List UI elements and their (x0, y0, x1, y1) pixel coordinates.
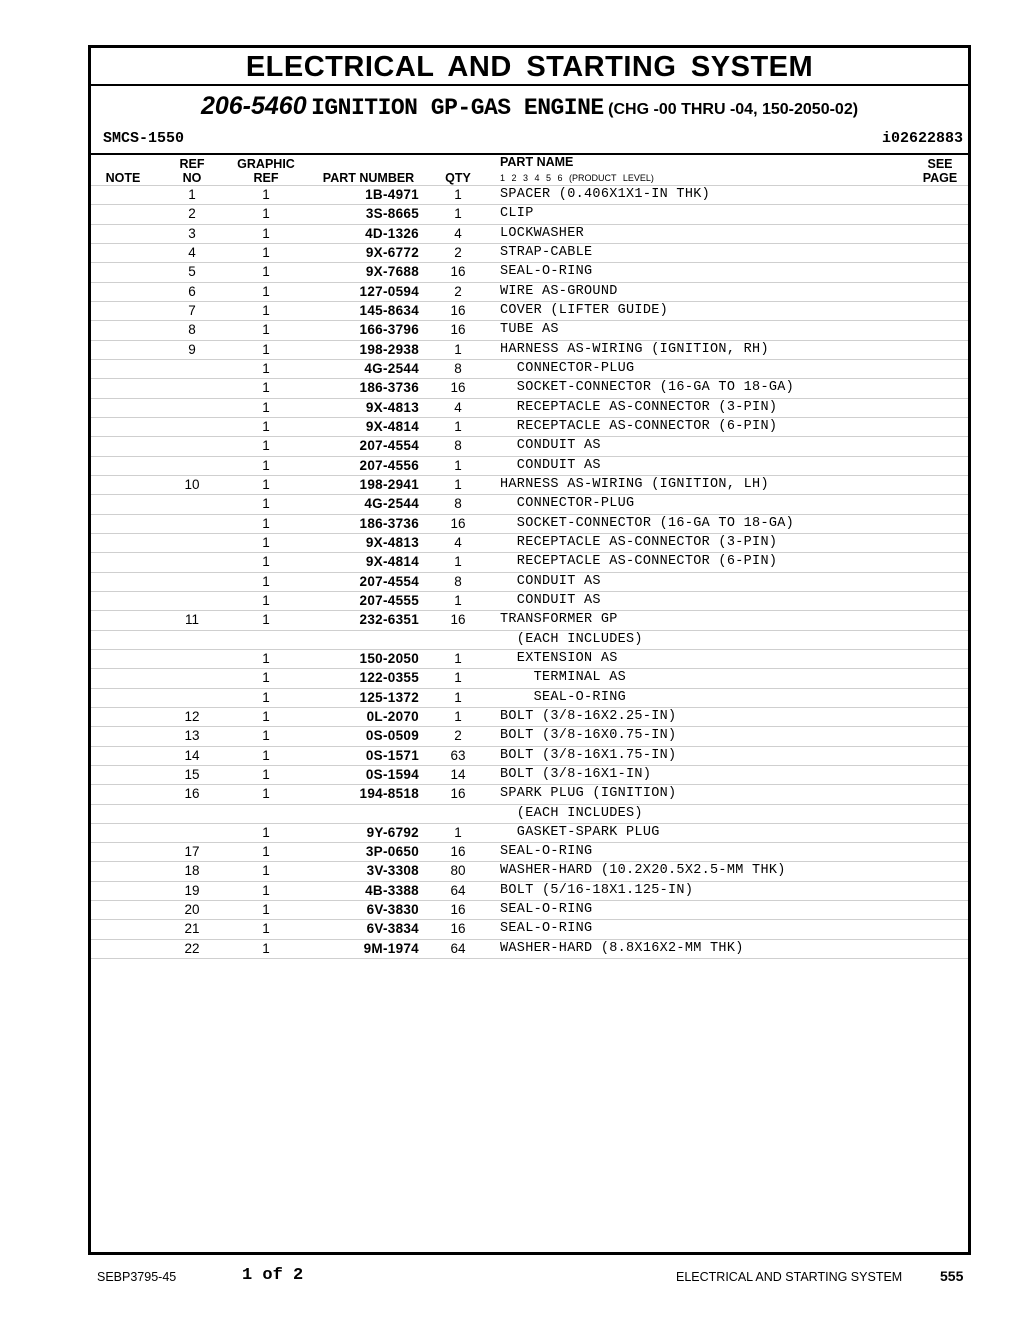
ref-no-cell: 1 (188, 187, 196, 202)
part-name-cell: RECEPTACLE AS-CONNECTOR (3-PIN) (500, 534, 778, 550)
part-name-cell: SOCKET-CONNECTOR (16-GA TO 18-GA) (500, 380, 795, 396)
part-name-cell: BOLT (3/8-16X2.25-IN) (500, 708, 677, 724)
part-name-cell: BOLT (3/8-16X1-IN) (500, 766, 652, 782)
graphic-ref-cell: 1 (262, 515, 270, 531)
qty-cell: 16 (450, 786, 466, 802)
graphic-ref-cell: 1 (262, 264, 270, 280)
qty-cell: 64 (450, 882, 466, 898)
qty-cell: 1 (454, 418, 462, 434)
part-name-cell: CONNECTOR-PLUG (500, 360, 635, 376)
part-number-cell: 207-4554 (359, 438, 419, 454)
ref-no-cell: 13 (184, 728, 200, 744)
graphic-ref-cell: 1 (262, 187, 270, 202)
table-row (91, 533, 968, 552)
col-see-top: SEE (927, 157, 953, 171)
table-row (91, 842, 968, 861)
part-number-cell: 9M-1974 (363, 940, 419, 956)
graphic-ref-cell: 1 (262, 438, 270, 454)
qty-cell: 16 (450, 264, 466, 280)
table-row (91, 668, 968, 687)
qty-cell: 8 (454, 496, 462, 512)
part-number-cell: 3V-3308 (366, 863, 419, 879)
col-ref-top: REF (179, 157, 205, 171)
part-number-cell: 166-3796 (359, 322, 419, 338)
graphic-ref-cell: 1 (262, 554, 270, 570)
part-number-cell: 1B-4971 (365, 187, 419, 202)
part-name-cell: EXTENSION AS (500, 650, 618, 666)
qty-cell: 2 (454, 244, 462, 260)
graphic-ref-cell: 1 (262, 534, 270, 550)
ref-no-cell: 7 (188, 302, 196, 318)
graphic-ref-cell: 1 (262, 747, 270, 763)
qty-cell: 1 (454, 592, 462, 608)
qty-cell: 64 (450, 940, 466, 956)
part-number-cell: 9Y-6792 (366, 824, 419, 840)
part-number-cell: 145-8634 (359, 302, 419, 318)
qty-cell: 1 (454, 650, 462, 666)
ref-no-cell: 14 (184, 747, 200, 763)
ref-no-cell: 12 (184, 708, 200, 724)
change-note: (CHG -00 THRU -04, 150-2050-02) (608, 101, 859, 118)
part-number-cell: 198-2938 (359, 341, 419, 357)
part-number-cell: 0S-1571 (365, 747, 419, 763)
part-number-cell: 125-1372 (359, 689, 419, 705)
part-number-cell: 9X-4813 (365, 399, 419, 415)
qty-cell: 4 (454, 399, 462, 415)
col-part-name: PART NAME (500, 155, 574, 169)
part-number-cell: 194-8518 (359, 786, 419, 802)
ref-no-cell: 2 (188, 206, 196, 222)
part-name-cell: STRAP-CABLE (500, 244, 593, 260)
graphic-ref-cell: 1 (262, 689, 270, 705)
parts-table (91, 185, 968, 959)
qty-cell: 16 (450, 380, 466, 396)
qty-cell: 1 (454, 206, 462, 222)
graphic-ref-cell: 1 (262, 940, 270, 956)
qty-cell: 1 (454, 476, 462, 492)
table-row (91, 262, 968, 281)
qty-cell: 1 (454, 824, 462, 840)
table-row (91, 861, 968, 880)
qty-cell: 1 (454, 457, 462, 473)
graphic-ref-cell: 1 (262, 882, 270, 898)
table-row (91, 919, 968, 938)
part-name-cell: (EACH INCLUDES) (500, 631, 643, 647)
graphic-ref-cell: 1 (262, 728, 270, 744)
graphic-ref-cell: 1 (262, 418, 270, 434)
graphic-ref-cell: 1 (262, 399, 270, 415)
ref-no-cell: 17 (184, 844, 200, 860)
qty-cell: 8 (454, 573, 462, 589)
part-name-cell: SEAL-O-RING (500, 689, 627, 705)
col-see-bottom: PAGE (922, 171, 958, 185)
graphic-ref-cell: 1 (262, 244, 270, 260)
part-name-cell: SOCKET-CONNECTOR (16-GA TO 18-GA) (500, 515, 795, 531)
qty-cell: 16 (450, 921, 466, 937)
page-title: ELECTRICAL AND STARTING SYSTEM (91, 48, 968, 86)
illustration-id: i02622883 (881, 130, 963, 147)
qty-cell: 2 (454, 728, 462, 744)
table-row (91, 804, 968, 823)
part-name-cell: CONDUIT AS (500, 573, 601, 589)
graphic-ref-cell: 1 (262, 476, 270, 492)
graphic-ref-cell: 1 (262, 650, 270, 666)
footer-page-of: 1 of 2 (242, 1266, 304, 1285)
table-row (91, 707, 968, 726)
part-number-cell: 186-3736 (359, 515, 419, 531)
ref-no-cell: 22 (184, 940, 200, 956)
qty-cell: 1 (454, 689, 462, 705)
qty-cell: 1 (454, 708, 462, 724)
ref-no-cell: 15 (184, 766, 200, 782)
graphic-ref-cell: 1 (262, 766, 270, 782)
col-graphic-bottom: REF (253, 171, 279, 185)
qty-cell: 4 (454, 534, 462, 550)
part-name-cell: WASHER-HARD (10.2X20.5X2.5-MM THK) (500, 863, 786, 879)
part-name-cell: COVER (LIFTER GUIDE) (500, 302, 669, 318)
ref-no-cell: 21 (184, 921, 200, 937)
graphic-ref-cell: 1 (262, 708, 270, 724)
graphic-ref-cell: 1 (262, 786, 270, 802)
part-number-cell: 9X-4814 (365, 554, 419, 570)
table-row (91, 552, 968, 571)
table-row (91, 243, 968, 262)
graphic-ref-cell: 1 (262, 322, 270, 338)
part-number-cell: 127-0594 (359, 283, 419, 299)
ref-no-cell: 6 (188, 283, 196, 299)
table-row (91, 900, 968, 919)
qty-cell: 1 (454, 341, 462, 357)
table-row (91, 939, 968, 959)
col-qty: QTY (445, 171, 471, 185)
part-name-cell: BOLT (5/16-18X1.125-IN) (500, 882, 694, 898)
part-number-cell: 4G-2544 (364, 360, 419, 376)
qty-cell: 1 (454, 670, 462, 686)
part-name-cell: RECEPTACLE AS-CONNECTOR (3-PIN) (500, 399, 778, 415)
part-name-cell: CONDUIT AS (500, 438, 601, 454)
part-name-cell: CONDUIT AS (500, 592, 601, 608)
qty-cell: 8 (454, 438, 462, 454)
part-name-cell: WASHER-HARD (8.8X16X2-MM THK) (500, 940, 744, 956)
part-name-cell: SEAL-O-RING (500, 921, 593, 937)
part-name-cell: SEAL-O-RING (500, 264, 593, 280)
table-row (91, 572, 968, 591)
col-part-number: PART NUMBER (322, 171, 415, 185)
qty-cell: 8 (454, 360, 462, 376)
part-number-cell: 0S-0509 (365, 728, 419, 744)
table-row (91, 185, 968, 204)
footer-section: ELECTRICAL AND STARTING SYSTEM (676, 1270, 903, 1284)
part-number-cell: 232-6351 (359, 612, 419, 628)
ref-no-cell: 9 (188, 341, 196, 357)
part-name-cell: CONDUIT AS (500, 457, 601, 473)
table-row (91, 784, 968, 803)
part-number-cell: 0L-2070 (366, 708, 419, 724)
part-number-cell: 186-3736 (359, 380, 419, 396)
graphic-ref-cell: 1 (262, 457, 270, 473)
part-name-cell: TERMINAL AS (500, 670, 627, 686)
table-row (91, 398, 968, 417)
table-row (91, 340, 968, 359)
qty-cell: 2 (454, 283, 462, 299)
part-name-cell: TRANSFORMER GP (500, 612, 618, 628)
footer-page-number: 555 (940, 1268, 964, 1284)
table-row (91, 359, 968, 378)
graphic-ref-cell: 1 (262, 341, 270, 357)
table-row (91, 726, 968, 745)
qty-cell: 16 (450, 844, 466, 860)
col-ref-bottom: NO (182, 171, 202, 185)
graphic-ref-cell: 1 (262, 670, 270, 686)
table-row (91, 475, 968, 494)
table-row (91, 436, 968, 455)
part-name-cell: SEAL-O-RING (500, 902, 593, 918)
part-number-cell: 0S-1594 (365, 766, 419, 782)
table-row (91, 514, 968, 533)
part-name-cell: GASKET-SPARK PLUG (500, 824, 660, 840)
table-row (91, 301, 968, 320)
part-name-cell: TUBE AS (500, 322, 559, 338)
part-number-cell: 9X-4813 (365, 534, 419, 550)
part-number-cell: 198-2941 (359, 476, 419, 492)
part-name-cell: SEAL-O-RING (500, 844, 593, 860)
table-row (91, 823, 968, 842)
graphic-ref-cell: 1 (262, 283, 270, 299)
group-name: IGNITION GP-GAS ENGINE (311, 95, 604, 121)
table-row (91, 649, 968, 668)
part-number-cell: 4B-3388 (365, 882, 419, 898)
qty-cell: 1 (454, 554, 462, 570)
ref-no-cell: 4 (188, 244, 196, 260)
table-row (91, 688, 968, 707)
part-name-cell: HARNESS AS-WIRING (IGNITION, RH) (500, 341, 769, 357)
ref-no-cell: 10 (184, 476, 200, 492)
col-note: NOTE (105, 171, 141, 185)
smcs-code: SMCS-1550 (103, 130, 185, 147)
part-number-cell: 9X-6772 (365, 244, 419, 260)
part-name-cell: LOCKWASHER (500, 225, 585, 241)
graphic-ref-cell: 1 (262, 225, 270, 241)
part-name-cell: BOLT (3/8-16X0.75-IN) (500, 728, 677, 744)
parts-page-frame (88, 45, 971, 1255)
graphic-ref-cell: 1 (262, 206, 270, 222)
ref-no-cell: 18 (184, 863, 200, 879)
graphic-ref-cell: 1 (262, 302, 270, 318)
table-row (91, 746, 968, 765)
part-name-cell: WIRE AS-GROUND (500, 283, 618, 299)
part-name-cell: RECEPTACLE AS-CONNECTOR (6-PIN) (500, 418, 778, 434)
qty-cell: 14 (450, 766, 466, 782)
part-number-cell: 4D-1326 (365, 225, 419, 241)
ref-no-cell: 16 (184, 786, 200, 802)
qty-cell: 16 (450, 902, 466, 918)
graphic-ref-cell: 1 (262, 863, 270, 879)
graphic-ref-cell: 1 (262, 592, 270, 608)
qty-cell: 80 (450, 863, 466, 879)
graphic-ref-cell: 1 (262, 921, 270, 937)
part-name-cell: SPARK PLUG (IGNITION) (500, 786, 677, 802)
part-name-cell: BOLT (3/8-16X1.75-IN) (500, 747, 677, 763)
part-number-cell: 207-4556 (359, 457, 419, 473)
table-row (91, 320, 968, 339)
graphic-ref-cell: 1 (262, 573, 270, 589)
part-number-cell: 3P-0650 (365, 844, 419, 860)
graphic-ref-cell: 1 (262, 360, 270, 376)
part-name-cell: SPACER (0.406X1X1-IN THK) (500, 187, 711, 202)
part-number-cell: 3S-8665 (365, 206, 419, 222)
table-row (91, 591, 968, 610)
part-number-cell: 6V-3830 (366, 902, 419, 918)
part-number-cell: 9X-7688 (365, 264, 419, 280)
qty-cell: 16 (450, 515, 466, 531)
part-number-cell: 9X-4814 (365, 418, 419, 434)
table-row (91, 204, 968, 223)
product-levels: 1 2 3 4 5 6 (PRODUCT LEVEL) (500, 173, 654, 183)
qty-cell: 16 (450, 612, 466, 628)
graphic-ref-cell: 1 (262, 844, 270, 860)
footer-doc-id: SEBP3795-45 (97, 1270, 177, 1284)
table-row (91, 378, 968, 397)
part-name-cell: RECEPTACLE AS-CONNECTOR (6-PIN) (500, 554, 778, 570)
part-name-cell: (EACH INCLUDES) (500, 805, 643, 821)
graphic-ref-cell: 1 (262, 612, 270, 628)
table-row (91, 630, 968, 649)
table-row (91, 456, 968, 475)
part-number-cell: 122-0355 (359, 670, 419, 686)
table-row (91, 417, 968, 436)
part-number-cell: 150-2050 (359, 650, 419, 666)
qty-cell: 63 (450, 747, 466, 763)
table-row (91, 282, 968, 301)
part-number-cell: 207-4555 (359, 592, 419, 608)
part-name-cell: HARNESS AS-WIRING (IGNITION, LH) (500, 476, 769, 492)
qty-cell: 4 (454, 225, 462, 241)
part-number-cell: 6V-3834 (366, 921, 419, 937)
table-row (91, 610, 968, 629)
ref-no-cell: 5 (188, 264, 196, 280)
qty-cell: 16 (450, 302, 466, 318)
graphic-ref-cell: 1 (262, 902, 270, 918)
ref-no-cell: 19 (184, 882, 200, 898)
qty-cell: 1 (454, 187, 462, 202)
graphic-ref-cell: 1 (262, 496, 270, 512)
table-row (91, 765, 968, 784)
table-row (91, 224, 968, 243)
part-number-cell: 4G-2544 (364, 496, 419, 512)
col-graphic-top: GRAPHIC (237, 157, 295, 171)
table-row (91, 494, 968, 513)
graphic-ref-cell: 1 (262, 380, 270, 396)
ref-no-cell: 3 (188, 225, 196, 241)
part-name-cell: CONNECTOR-PLUG (500, 496, 635, 512)
table-row (91, 881, 968, 900)
part-number-cell: 207-4554 (359, 573, 419, 589)
ref-no-cell: 11 (184, 612, 199, 628)
qty-cell: 16 (450, 322, 466, 338)
ref-no-cell: 8 (188, 322, 196, 338)
part-name-cell: CLIP (500, 206, 534, 222)
group-subtitle (91, 86, 968, 126)
group-number: 206-5460 (200, 92, 307, 120)
graphic-ref-cell: 1 (262, 824, 270, 840)
ref-no-cell: 20 (184, 902, 200, 918)
